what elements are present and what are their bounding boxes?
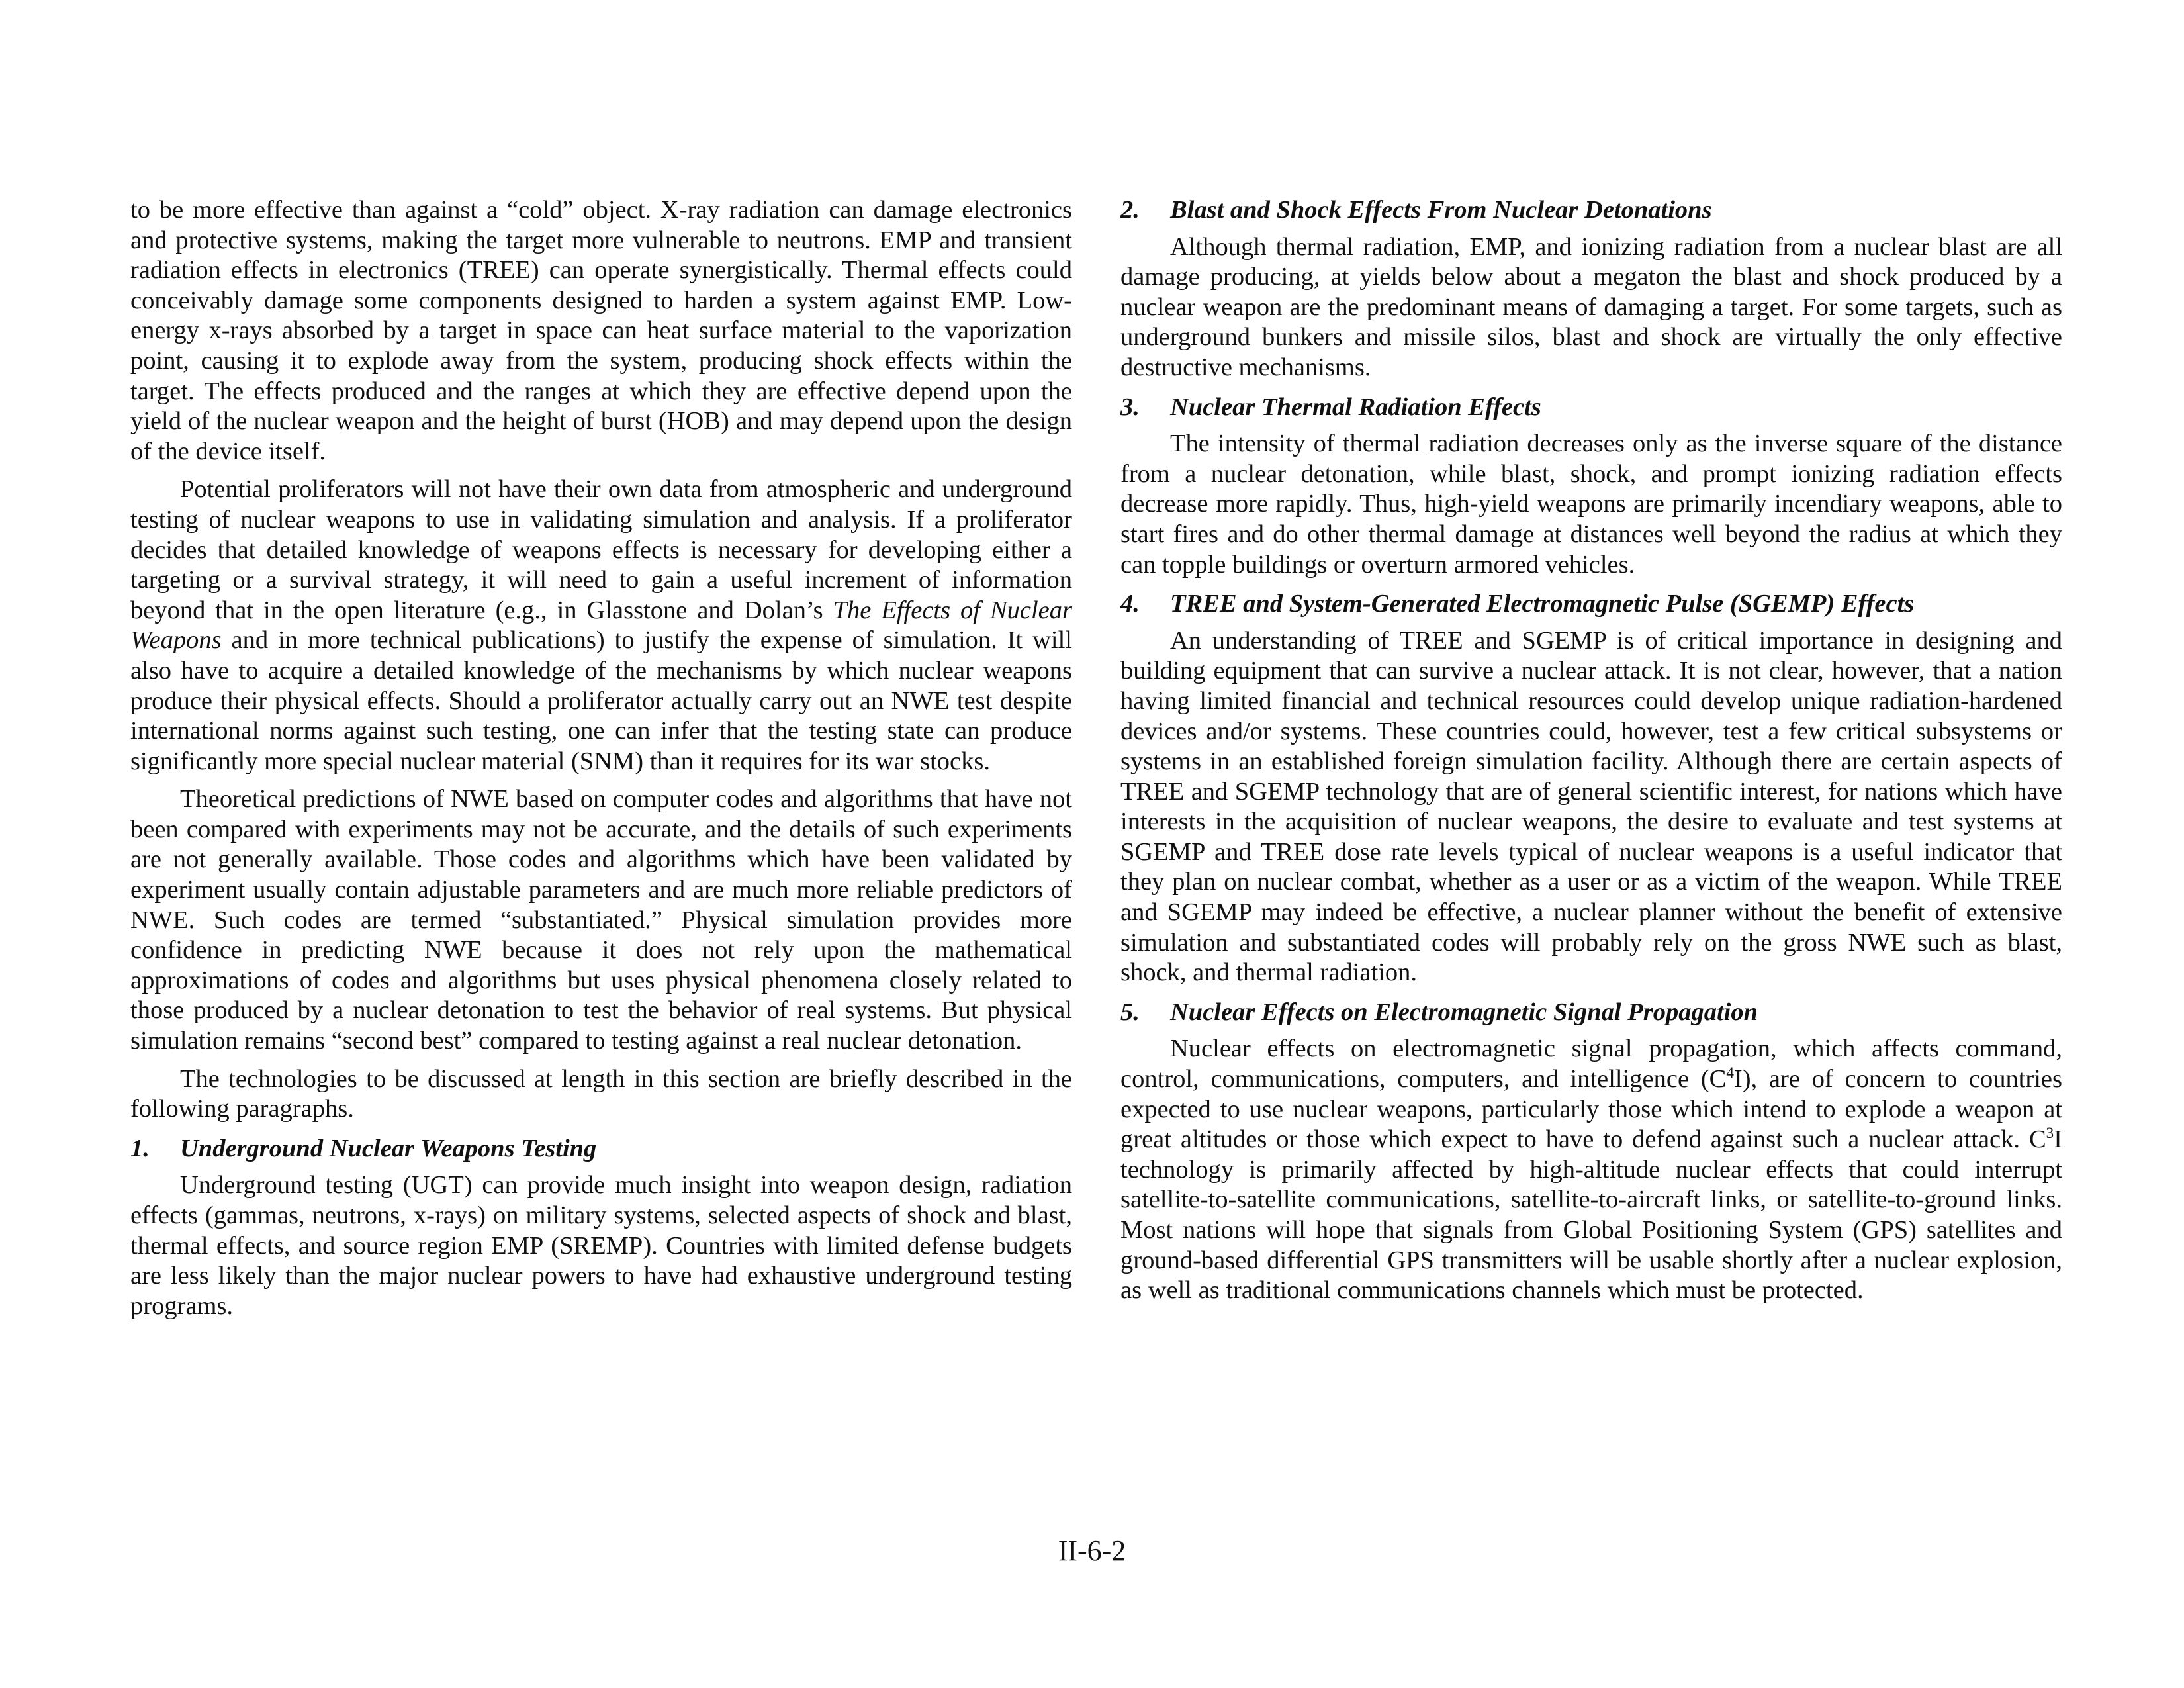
- superscript-3: 3: [2046, 1124, 2054, 1142]
- section-3-body: The intensity of thermal radiation decreases only as the inverse square of the distance from a nuclear detonation, while blast, shock, and prompt ionizing radiation effects decrease more rapidly. Thus, high-yield weapons are primarily incendiary weapons, able to start fires and do other thermal damage at distances well beyond the radius at which they can topple buildings or overturn armored vehicles.: [1120, 430, 2062, 579]
- section-number: 2.: [1120, 196, 1140, 224]
- section-number: 3.: [1120, 393, 1140, 421]
- section-title: Nuclear Thermal Radiation Effects: [1170, 393, 1541, 421]
- section-number: 1.: [130, 1134, 150, 1162]
- paragraph-text-before-title: Potential proliferators will not have their own data from atmospheric and underground testing of nuclear weapons to use in validating simulation and analysis. If a proliferator decides that detailed knowledge of weapons effects is necessary for developing either a targeting or a survival strategy, it will need to gain a useful increment of information beyond that in the open literature (e.g., in Glasstone and Dolan’s: [130, 475, 1072, 624]
- paragraph-text-after-title: and in more technical publications) to justify the expense of simulation. It will also have to acquire a detailed knowledge of the mechanisms by which nuclear weapons produce their physical effects. Should a proliferator actually carry out an NWE test despite international norms against such testing, one can infer that the testing state can produce significantly more special nuclear material (SNM) than it requires for its war stocks.: [130, 626, 1072, 775]
- superscript-4: 4: [1726, 1064, 1734, 1082]
- section-heading-1: [130, 1134, 1072, 1164]
- section-heading-3: [1120, 393, 2062, 423]
- section-heading-4: [1120, 589, 2062, 620]
- section-title: Nuclear Effects on Electromagnetic Signal Propagation: [1170, 998, 1758, 1026]
- section-5-body: [1120, 1034, 2062, 1305]
- paragraph-theoretical-predictions: Theoretical predictions of NWE based on computer codes and algorithms that have not been compared with experiments may not be accurate, and the details of such experiments are not generally available. Those codes and algorithms which have been validated by experiment usually contain adjustable parameters and are much more reliable predictors of NWE. Such codes are termed “substantiated.” Physical simulation provides more confidence in predicting NWE because it does not rely upon the mathematical approximations of codes and algorithms but uses physical phenomena closely related to those produced by a nuclear detonation to test the behavior of real systems. But physical simulation remains “second best” compared to testing against a real nuclear detonation.: [130, 785, 1072, 1055]
- paragraph-proliferators-data: [130, 475, 1072, 776]
- section-5-text-part-a: Nuclear effects on electromagnetic signal propagation, which affects command, control, communications, computers, and intelligence (C: [1120, 1035, 2062, 1094]
- section-title: TREE and System-Generated Electromagnetic Pulse (SGEMP) Effects: [1170, 590, 1915, 618]
- section-5-text-part-b: I), are of concern to countries expected to use nuclear weapons, particularly those which intend to explode a weapon at great altitudes or those which expect to have to defend against such a nuclear attack. C: [1120, 1065, 2062, 1154]
- section-4-body: An understanding of TREE and SGEMP is of critical importance in designing and building equipment that can survive a nuclear attack. It is not clear, however, that a nation having limited financial and technical resources could develop unique radiation-hardened devices and/or systems. These countries could, however, test a few critical subsystems or systems in an established foreign simulation facility. Although there are certain aspects of TREE and SGEMP technology that are of general scientific interest, for nations which have interests in the acquisition of nuclear weapons, the desire to evaluate and test systems at SGEMP and TREE dose rate levels typical of nuclear weapons is a useful indicator that they plan on nuclear combat, whether as a user or as a victim of the weapon. While TREE and SGEMP may indeed be effective, a nuclear planner without the benefit of extensive simulation and substantiated codes will probably rely on the gross NWE such as blast, shock, and thermal radiation.: [1120, 626, 2062, 987]
- book-title: The Effects of Nuclear Weapons: [130, 596, 1072, 655]
- section-number: 5.: [1120, 998, 1140, 1026]
- section-heading-2: [1120, 195, 2062, 226]
- paragraph-continuation: to be more effective than against a “cold” object. X-ray radiation can damage electronics and protective systems, making the target more vulnerable to neutrons. EMP and transient radiation effects in electronics (TREE) can operate synergistically. Thermal effects could conceivably damage some components designed to harden a system against EMP. Low-energy x-rays absorbed by a target in space can heat surface material to the vaporization point, causing it to explode away from the system, producing shock effects within the target. The effects produced and the ranges at which they are effective depend upon the yield of the nuclear weapon and the height of burst (HOB) and may depend upon the design of the device itself.: [130, 196, 1072, 465]
- section-5-text-part-c: I technology is primarily affected by high-altitude nuclear effects that could interrupt satellite-to-satellite communications, satellite-to-aircraft links, or satellite-to-ground links. Most nations will hope that signals from Global Positioning System (GPS) satellites and ground-based differential GPS transmitters will be usable shortly after a nuclear explosion, as well as traditional communications channels which must be protected.: [1120, 1125, 2062, 1305]
- right-column: [1120, 195, 2062, 1314]
- left-column: [130, 195, 1072, 1329]
- section-title: Underground Nuclear Weapons Testing: [180, 1134, 597, 1162]
- section-number: 4.: [1120, 590, 1140, 618]
- section-2-body: Although thermal radiation, EMP, and ionizing radiation from a nuclear blast are all damage producing, at yields below about a megaton the blast and shock produced by a nuclear weapon are the predominant means of damaging a target. For some targets, such as underground bunkers and missile silos, blast and shock are virtually the only effective destructive mechanisms.: [1120, 232, 2062, 381]
- section-title: Blast and Shock Effects From Nuclear Detonations: [1170, 196, 1712, 224]
- page-number: II-6-2: [1058, 1534, 1126, 1567]
- paragraph-technologies-intro: The technologies to be discussed at length in this section are briefly described in the following paragraphs.: [130, 1064, 1072, 1123]
- section-heading-5: [1120, 998, 2062, 1028]
- section-1-body: Underground testing (UGT) can provide much insight into weapon design, radiation effects (gammas, neutrons, x-rays) on military systems, selected aspects of shock and blast, thermal effects, and source region EMP (SREMP). Countries with limited defense budgets are less likely than the major nuclear powers to have had exhaustive underground testing programs.: [130, 1171, 1072, 1320]
